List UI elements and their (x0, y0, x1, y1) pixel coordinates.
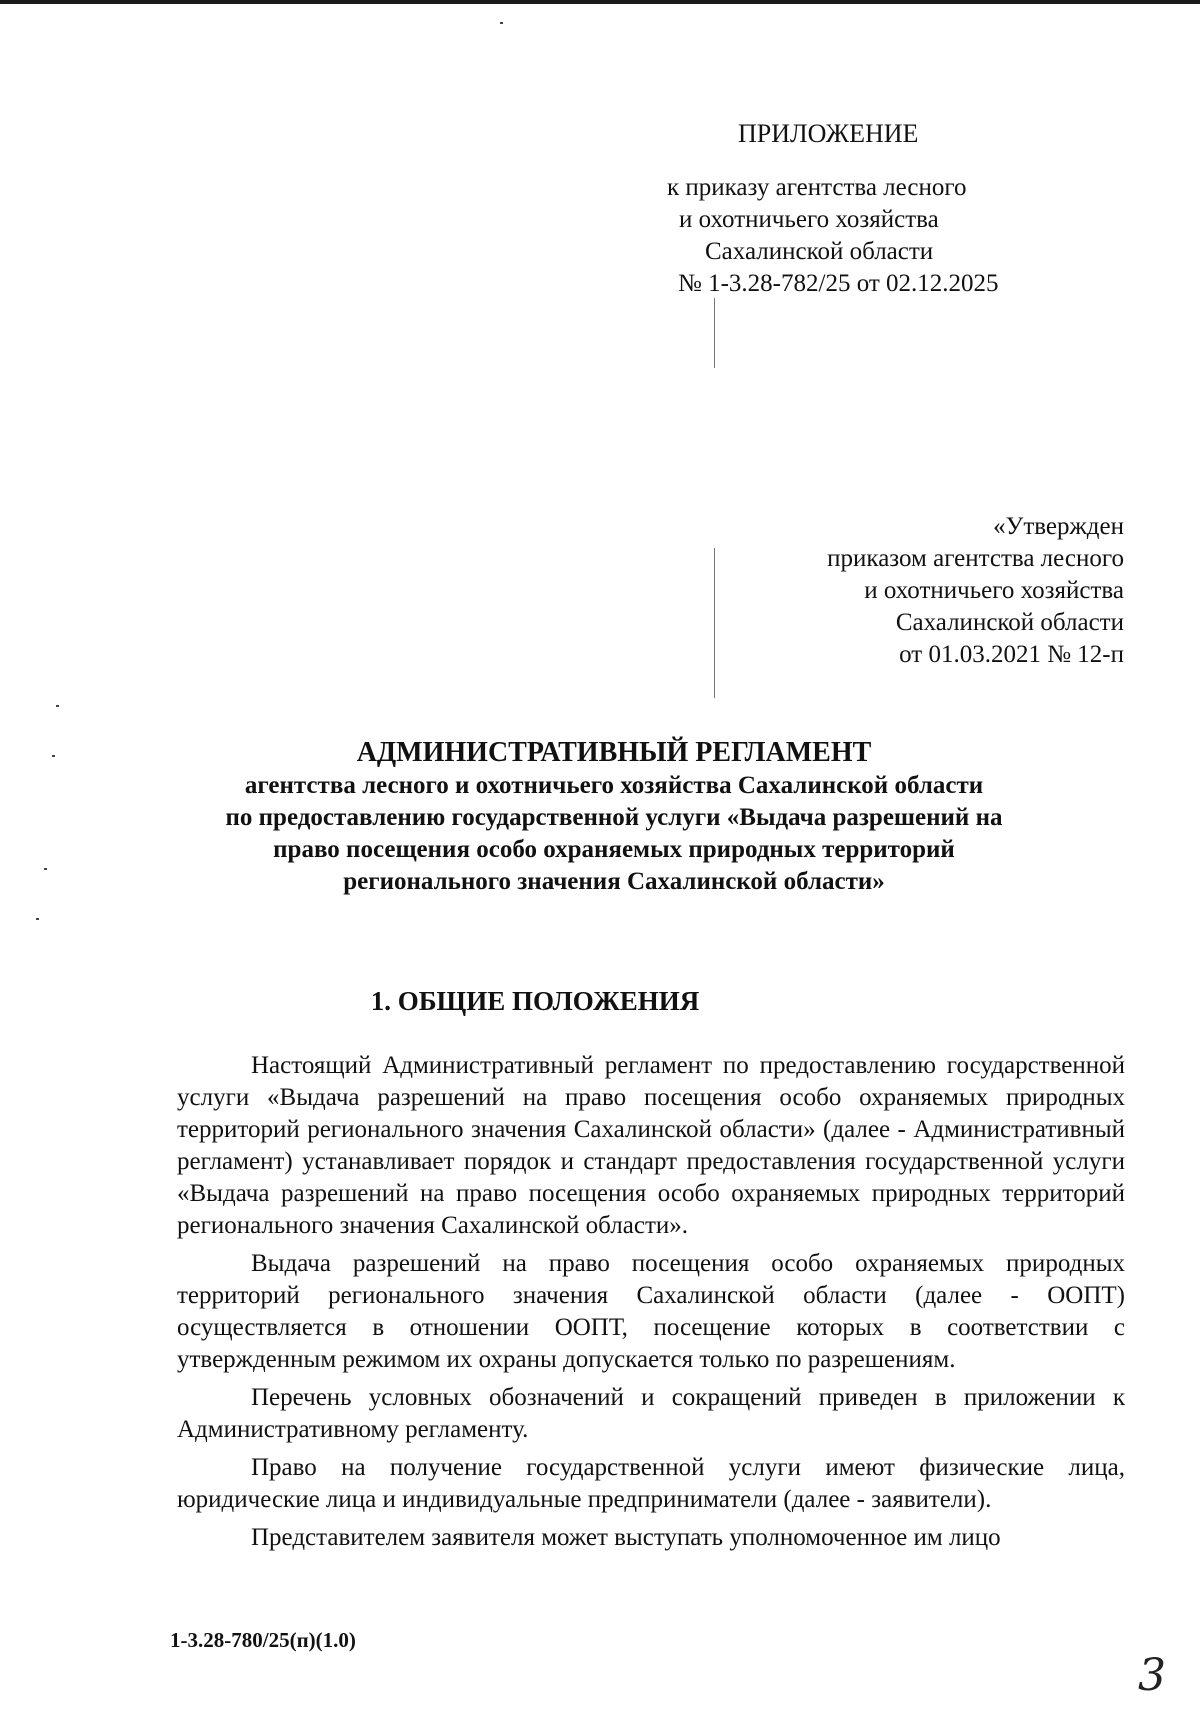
regulation-subtitle-line: агентства лесного и охотничьего хозяйства Сахалинской области (244, 772, 984, 799)
regulation-subtitle-line: по предоставлению государственной услуги «Выдача разрешений на (225, 804, 1003, 831)
handwritten-page-number: 3 (1138, 1650, 1166, 1701)
approved-line: Сахалинской области (895, 609, 1124, 636)
scan-speck (56, 705, 59, 707)
regulation-heading (120, 736, 1108, 898)
paragraph: Право на получение государственной услуги имеют физические лица, юридические лица и индивидуальные предприниматели (далее - заявители). (177, 1454, 1125, 1513)
regulation-subtitle-line: право посещения особо охраняемых природных территорий (273, 836, 955, 863)
section-body (177, 1050, 1125, 1560)
appendix-title: ПРИЛОЖЕНИЕ (738, 119, 919, 148)
regulation-subtitle-line: регионального значения Сахалинской области» (343, 868, 885, 895)
appendix-order-number: № 1-3.28-782/25 от 02.12.2025 (678, 270, 999, 297)
regulation-title: АДМИНИСТРАТИВНЫЙ РЕГЛАМЕНТ (356, 737, 872, 768)
document-code: 1-3.28-780/25(п)(1.0) (170, 1628, 356, 1652)
appendix-line: к приказу агентства лесного (667, 174, 967, 201)
approval-stamp-text (700, 511, 1124, 671)
approved-line: приказом агентства лесного (827, 545, 1124, 572)
paragraph: Настоящий Административный регламент по предоставлению государственной услуги «Выдача разрешений на право посещения особо охраняемых природных территорий регионального значения Сахалинской области» (далее - Административный регламент) устанавливает порядок и стандарт предоставления государственной услуги «Выдача разрешений на право посещения особо охраняемых природных территорий регионального значения Сахалинской области». (177, 1052, 1125, 1239)
appendix-header (640, 118, 1080, 300)
paragraph: Выдача разрешений на право посещения особо охраняемых природных территорий регионального значения Сахалинской области (далее - ООПТ) осуществляется в отношении ООПТ, посещение которых в соответствии с утвержденным режимом их охраны допускается только по разрешениям. (177, 1250, 1125, 1373)
scan-top-edge (0, 0, 1200, 4)
approved-date-line: от 01.03.2021 № 12-п (899, 641, 1124, 668)
scan-speck (36, 918, 39, 920)
appendix-line: Сахалинской области (705, 238, 934, 265)
approved-line: «Утвержден (993, 513, 1124, 540)
scan-speck (44, 868, 47, 870)
approved-line: и охотничьего хозяйства (864, 577, 1124, 604)
paragraph: Перечень условных обозначений и сокращений приведен в приложении к Административному регламенту. (177, 1384, 1125, 1443)
section-title (0, 985, 1200, 1017)
appendix-line: и охотничьего хозяйства (679, 206, 939, 233)
scan-speck (500, 22, 503, 24)
section-title-text: 1. ОБЩИЕ ПОЛОЖЕНИЯ (370, 986, 700, 1016)
scan-speck (52, 755, 55, 757)
paragraph: Представителем заявителя может выступать уполномоченное им лицо (251, 1524, 1001, 1551)
scan-artifact-line (714, 298, 715, 368)
